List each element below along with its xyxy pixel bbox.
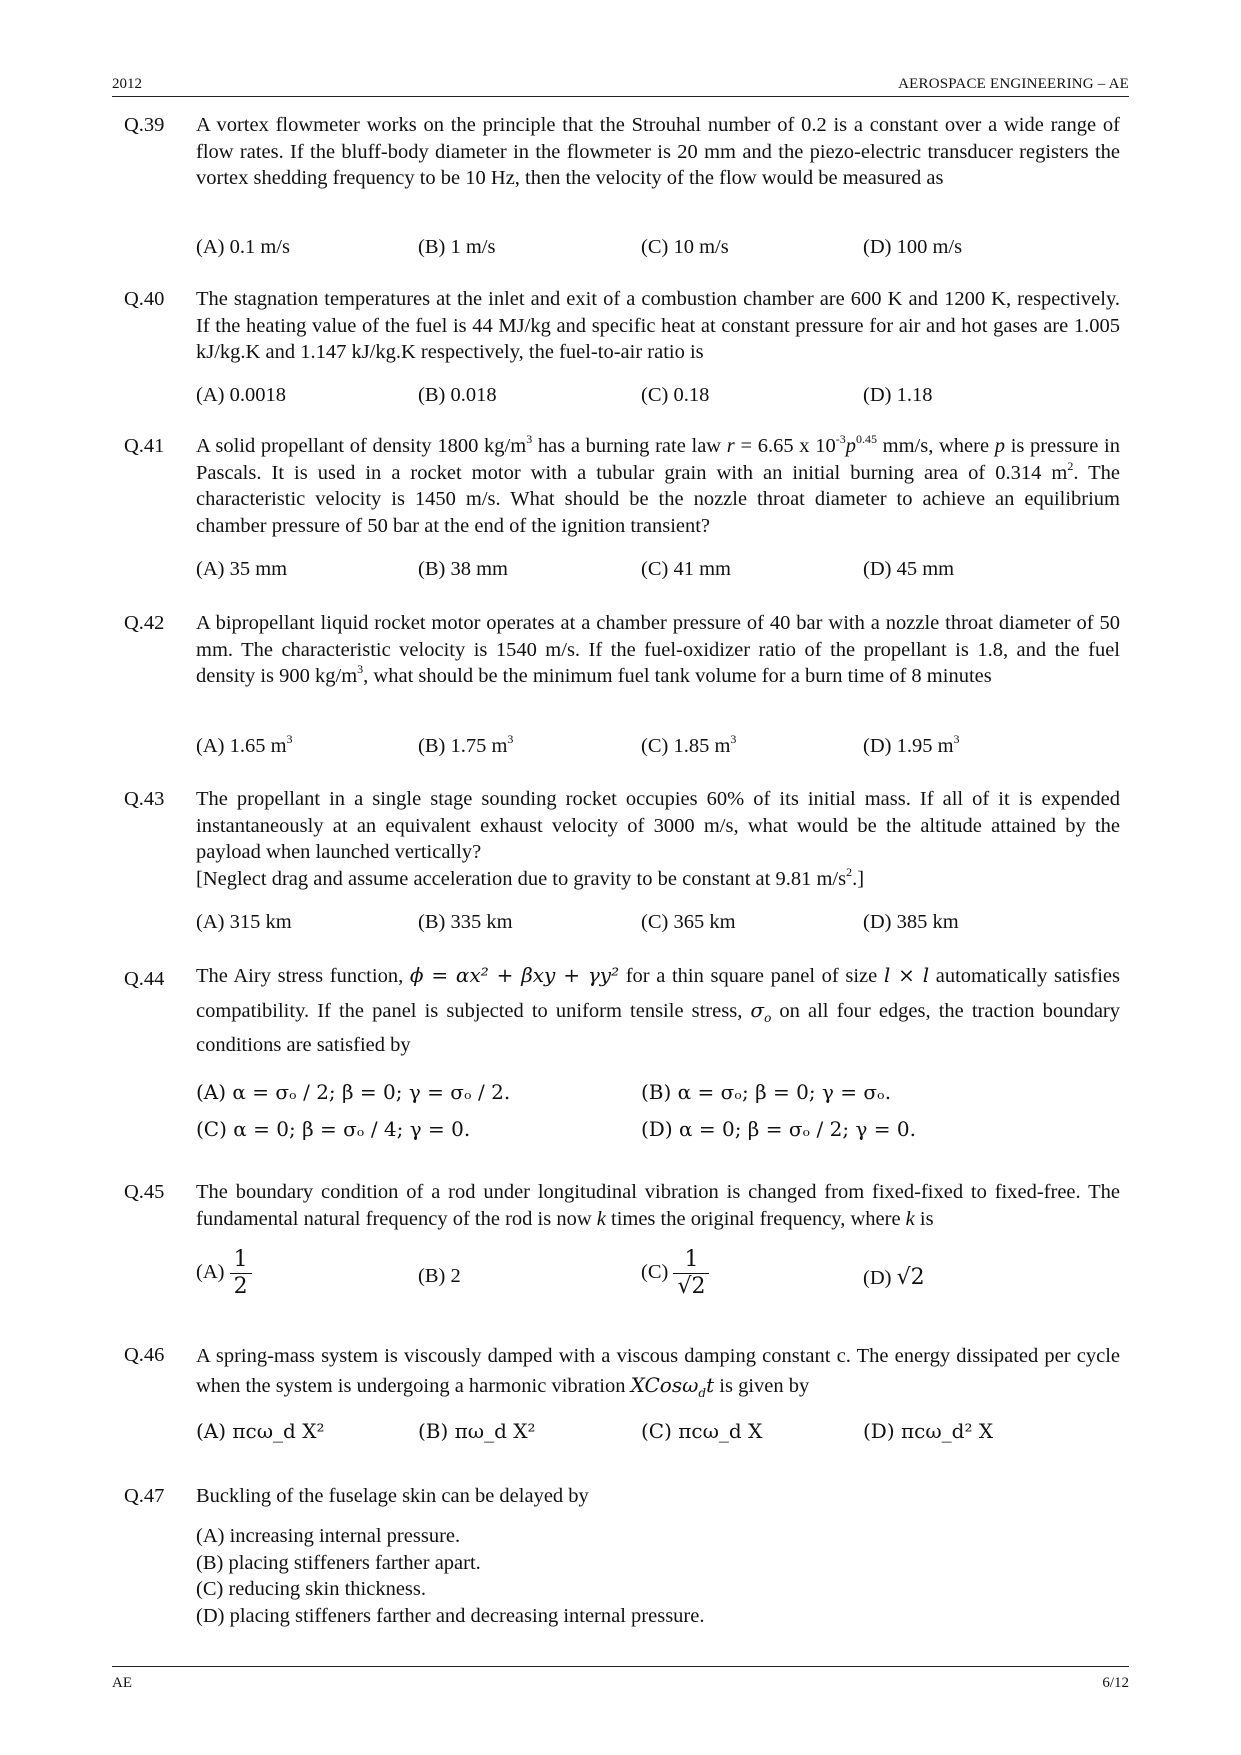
option-c: (C) reducing skin thickness.	[196, 1578, 427, 1600]
q42-text-1: A bipropellant liquid rocket motor operates at a chamber pressure of 40 bar with a nozzle throat diameter of 50 mm. The characteristic velocity is 1540 m/s. If the fuel-oxidizer ratio of the propellant is 1.8, and the fuel density is 900 kg/m	[196, 612, 1120, 687]
question-text: The stagnation temperatures at the inlet and exit of a combustion chamber are 600 K and 1200 K, respectively. If the heating value of the fuel is 44 MJ/kg and specific heat at constant pressure for air and hot gases are 1.005 kJ/kg.K and 1.147 kJ/kg.K respectively, the fuel-to-air ratio is	[196, 288, 1120, 363]
option-a: (A) increasing internal pressure.	[196, 1525, 461, 1547]
q46-text-1: A spring-mass system is viscously damped with a viscous damping constant c. The energy dissipated per cycle when the system is undergoing a harmonic vibration	[196, 1345, 1120, 1397]
header-year: 2012	[112, 76, 142, 92]
options-row	[196, 909, 1120, 939]
q44-text-2: for a thin square panel of size	[619, 965, 884, 987]
option-a: (A) 1.65 $m^3$	[196, 732, 293, 757]
question-text	[196, 610, 1120, 690]
question-text	[196, 1342, 1120, 1401]
option-a: (A) 0.0018	[196, 384, 286, 406]
question-text	[196, 1179, 1120, 1232]
question-text: Buckling of the fuselage skin can be delayed by	[196, 1485, 589, 1507]
options-row-1	[196, 1075, 1120, 1105]
options-row	[196, 1247, 1120, 1313]
option-d: (D) 385 km	[863, 911, 959, 933]
q43-sup: 2	[846, 864, 853, 879]
option-a: (A) $\frac{1}{2}$	[196, 1247, 252, 1300]
q43-note-end: .]	[852, 867, 865, 890]
footer-code: AE	[112, 1675, 132, 1691]
options-row	[196, 382, 1120, 412]
option-c: (C) 41 mm	[641, 558, 731, 580]
page-header	[112, 72, 1129, 97]
q41-text-3: = 6.65 x 10	[734, 435, 836, 457]
q42-text-2: , what should be the minimum fuel tank volume for a burn time of 8 minutes	[363, 665, 992, 687]
question-number: Q.42	[124, 612, 165, 634]
q45-text-1: The boundary condition of a rod under longitudinal vibration is changed from fixed-fixed to fixed-free. The fundamental natural frequency of the rod is now	[196, 1181, 1120, 1230]
option-c: (C) $\frac{1}{√2}$	[641, 1247, 709, 1300]
q45-var-k: k	[596, 1207, 606, 1230]
page-number: 6/12	[1102, 1675, 1129, 1691]
question-text	[196, 958, 1120, 1062]
option-b: (B) 1 m/s	[418, 236, 496, 258]
question-text	[196, 786, 1120, 892]
q44-sigma: $\sigma_o$	[750, 998, 772, 1025]
q43-text-1: The propellant in a single stage sounding rocket occupies 60% of its initial mass. If all of it is expended instantaneously at an equivalent exhaust velocity of 3000 m/s, what would be the altitude attained by the payload when launched vertically?	[196, 788, 1120, 863]
q46-text-2: is given by	[714, 1375, 810, 1397]
question-text	[196, 433, 1120, 539]
q42-sup: 3	[357, 662, 364, 676]
option-a: (A) 0.1 m/s	[196, 236, 290, 258]
q41-var-r: r	[726, 435, 735, 457]
question-number: Q.47	[124, 1485, 165, 1507]
option-d: (D) 100 m/s	[863, 236, 963, 258]
question-number: Q.45	[124, 1181, 165, 1203]
q44-airy-function: ϕ = αx² + βxy + γy²	[409, 963, 620, 987]
q45-var-k2: k	[905, 1207, 915, 1230]
question-text: A vortex flowmeter works on the principle that the Strouhal number of 0.2 is a constant over a wide range of flow rates. If the bluff-body diameter in the flowmeter is 20 mm and the piezo-electric transducer registers the vortex shedding frequency to be 10 Hz, then the velocity of the flow would be measured as	[196, 114, 1120, 189]
option-c: (C) 365 km	[641, 911, 736, 933]
q46-harmonic-expr: XCosω$_d$t	[630, 1373, 715, 1400]
q41-text-6: . The characteristic velocity is 1450 m/s. What should be the nozzle throat diameter to achieve an equilibrium chamber pressure of 50 bar at the end of the ignition transient?	[196, 461, 1120, 537]
q41-sup-3: 0.45	[855, 432, 877, 446]
option-a: (A) πcω_d X²	[196, 1419, 325, 1443]
options-row-2	[196, 1112, 1120, 1142]
option-b: (B) 0.018	[418, 384, 497, 406]
q41-text-5: is pressure in Pascals. It is used in a rocket motor with a tubular grain with an initial burning area of 0.314 m	[196, 435, 1120, 484]
q44-text-3: automatically satisfies compatibility. If the panel is subjected to uniform tensile stress,	[196, 965, 1121, 1022]
option-b: (B) 38 mm	[418, 558, 508, 580]
q41-text-4: mm/s, where	[876, 435, 995, 457]
option-c: (C) α = 0; β = σₒ / 4; γ = 0.	[196, 1117, 471, 1141]
root-two: √2	[896, 1265, 925, 1290]
q41-var-p: p	[845, 435, 856, 457]
q45-text-2: times the original frequency, where	[605, 1207, 906, 1230]
q41-sup-2: -3	[835, 432, 846, 446]
question-number: Q.39	[124, 114, 165, 136]
option-d: (D) 1.18	[863, 384, 933, 406]
options-row	[196, 733, 1120, 763]
question-number: Q.44	[124, 968, 165, 990]
q41-var-p2: p	[994, 435, 1006, 457]
options-row	[196, 1418, 1120, 1448]
q44-text-1: The Airy stress function,	[196, 965, 410, 987]
option-b: (B) placing stiffeners farther apart.	[196, 1551, 481, 1574]
option-d: (D) 45 mm	[863, 558, 955, 580]
options-row	[196, 556, 1120, 586]
fraction-one-over-root-two: $\frac{1}{√2}$	[673, 1247, 709, 1300]
option-a: (A) 35 mm	[196, 558, 288, 580]
option-b: (B) α = σₒ; β = 0; γ = σₒ.	[641, 1080, 892, 1104]
option-c: (C) 10 m/s	[641, 236, 729, 258]
page-footer	[112, 1666, 1129, 1691]
question-number: Q.43	[124, 788, 165, 810]
q45-text-3: is	[914, 1207, 934, 1230]
header-subject: AEROSPACE ENGINEERING – AE	[898, 76, 1129, 92]
q41-sup-1: 3	[526, 432, 533, 446]
option-a: (A) 315 km	[196, 911, 292, 933]
option-c: (C) 1.85 $m^3$	[641, 732, 737, 757]
option-a: (A) α = σₒ / 2; β = 0; γ = σₒ / 2.	[196, 1080, 511, 1104]
fraction-one-half: $\frac{1}{2}$	[230, 1247, 252, 1300]
q44-panel-size: l × l	[883, 963, 930, 987]
option-b: (B) 335 km	[418, 911, 513, 933]
q43-note: [Neglect drag and assume acceleration due to gravity to be constant at 9.81 m/s	[196, 867, 847, 890]
option-d: (D) 1.95 $m^3$	[863, 732, 960, 757]
question-number: Q.40	[124, 288, 165, 310]
q44-text-4: on all four edges, the traction boundary conditions are satisfied by	[196, 1000, 1120, 1056]
options-list	[196, 1523, 1120, 1629]
option-c: (C) 0.18	[641, 384, 710, 406]
option-d: (D) πcω_d² X	[863, 1419, 994, 1443]
option-d: (D) √2	[863, 1265, 925, 1290]
option-b: (B) πω_d X²	[418, 1419, 536, 1443]
q41-text-1: A solid propellant of density 1800 kg/m	[196, 435, 527, 457]
question-number: Q.46	[124, 1344, 165, 1366]
q41-sup-4: 2	[1067, 458, 1074, 473]
q41-text-2: has a burning rate law	[532, 435, 727, 457]
question-number: Q.41	[124, 435, 165, 457]
option-b: (B) 2	[418, 1265, 461, 1287]
option-c: (C) πcω_d X	[641, 1419, 763, 1443]
option-d: (D) α = 0; β = σₒ / 2; γ = 0.	[641, 1117, 916, 1141]
options-row	[196, 234, 1120, 264]
option-d: (D) placing stiffeners farther and decreasing internal pressure.	[196, 1604, 705, 1627]
option-b: (B) 1.75 $m^3$	[418, 732, 514, 757]
